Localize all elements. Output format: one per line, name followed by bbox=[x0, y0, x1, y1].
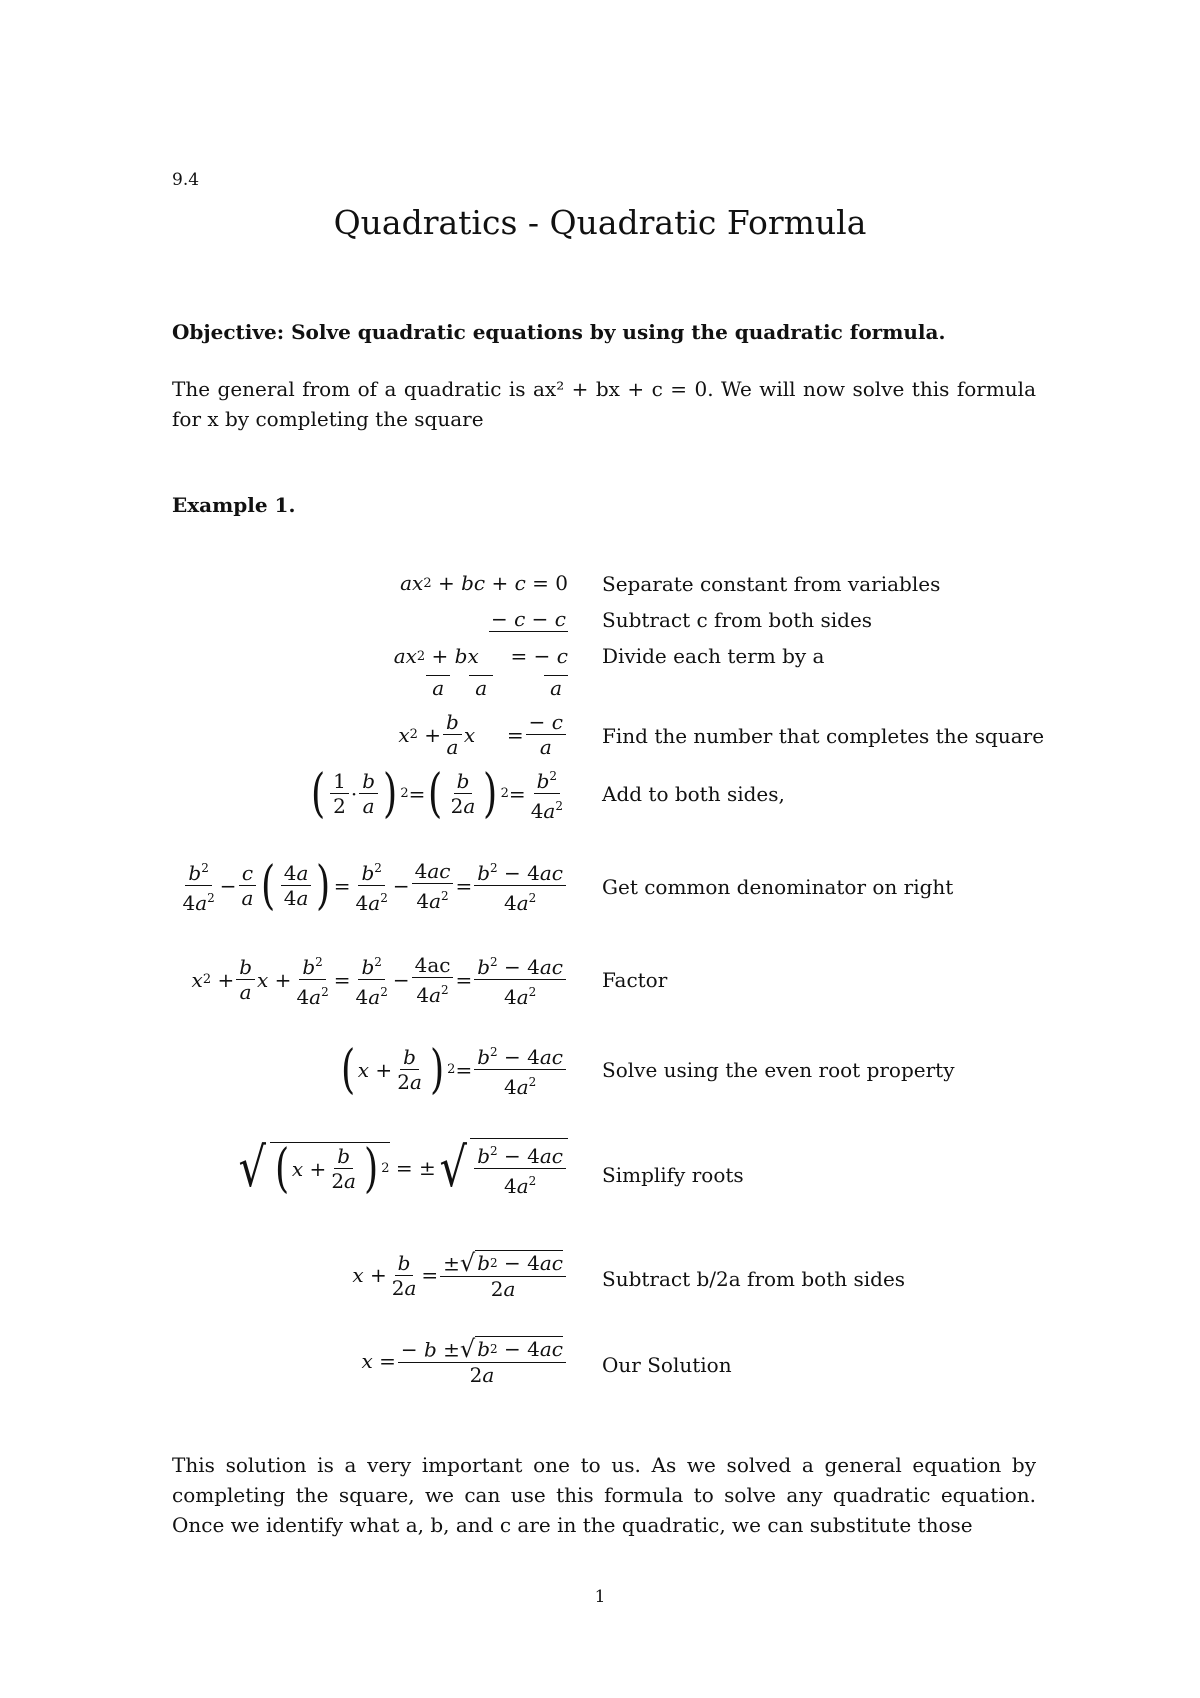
example-label: Example 1. bbox=[172, 493, 296, 517]
equation-10: x + $\frac{b}{2a}$ = ± √ b 2 − 4 ac 2a bbox=[352, 1250, 568, 1301]
intro-paragraph: The general from of a quadratic is ax² + bx + c = 0. We will now solve this formula for x by completing the square bbox=[172, 377, 1036, 431]
step-4: Find the number that completes the square bbox=[602, 724, 1045, 748]
step-6: Get common denominator on right bbox=[602, 875, 954, 899]
step-1: Separate constant from variables bbox=[602, 572, 941, 596]
equation-1: ax 2 + bc + c = 0 bbox=[400, 571, 568, 595]
equation-3-denominators: a a a bbox=[426, 675, 568, 700]
step-9: Simplify roots bbox=[602, 1163, 744, 1187]
page-title: Quadratics - Quadratic Formula bbox=[333, 203, 867, 242]
step-10: Subtract b/2a from both sides bbox=[602, 1267, 906, 1291]
equation-4: x 2 + $\frac{b}{a}$ x = $\frac{- c}{a}$ bbox=[398, 710, 568, 759]
equation-7: x 2 + $\frac{b}{a}$ x + $\frac{b^2}{4a^2}$ = $\frac{b^2}{4a^2}$ − $\frac{4ac}{4a^2}$ = $\frac{b^2 - 4ac}{4a^2}$ bbox=[192, 950, 568, 1009]
equation-9: √ ( x + $\frac{b}{2a}$ ) 2 = ± √ $\frac{b^2 - 4ac}{4a^2}$ bbox=[235, 1138, 568, 1198]
objective: Objective: Solve quadratic equations by using the quadratic formula. bbox=[172, 320, 946, 344]
step-8: Solve using the even root property bbox=[602, 1058, 955, 1082]
equation-3: ax 2 + bx = − c bbox=[393, 644, 568, 668]
equation-6: $\frac{b^2}{4a^2}$ − $\frac{c}{a}$ ( $\frac{4a}{4a}$ ) = $\frac{b^2}{4a^2}$ − $\frac{4ac}{4a^2}$ = $\frac{b^2 - 4ac}{4a^2}$ bbox=[177, 856, 568, 915]
step-11: Our Solution bbox=[602, 1353, 732, 1377]
page-number: 1 bbox=[594, 1587, 606, 1607]
step-7: Factor bbox=[602, 968, 668, 992]
step-2: Subtract c from both sides bbox=[602, 608, 873, 632]
section-number: 9.4 bbox=[172, 170, 200, 190]
closing-paragraph: This solution is a very important one to us. As we solved a general equation by completing the square, we can use this formula to solve any quadratic equation. Once we identify what a, b, and c are in the quadratic, we can substitute those bbox=[172, 1453, 1036, 1537]
equation-11: x = − b ± √ b 2 − 4 ac 2a bbox=[361, 1336, 568, 1387]
equation-2: − c − c bbox=[490, 607, 566, 631]
equation-5: ( $\frac{1}{2}$ · $\frac{b}{a}$ ) 2 = ( $\frac{b}{2a}$ ) 2 = $\frac{b^2}{4a^2}$ bbox=[310, 763, 563, 824]
step-3: Divide each term by a bbox=[602, 644, 825, 668]
equation-8: ( x + $\frac{b}{2a}$ ) 2 = $\frac{b^2 - 4ac}{4a^2}$ bbox=[338, 1040, 569, 1099]
step-5: Add to both sides, bbox=[602, 782, 785, 806]
